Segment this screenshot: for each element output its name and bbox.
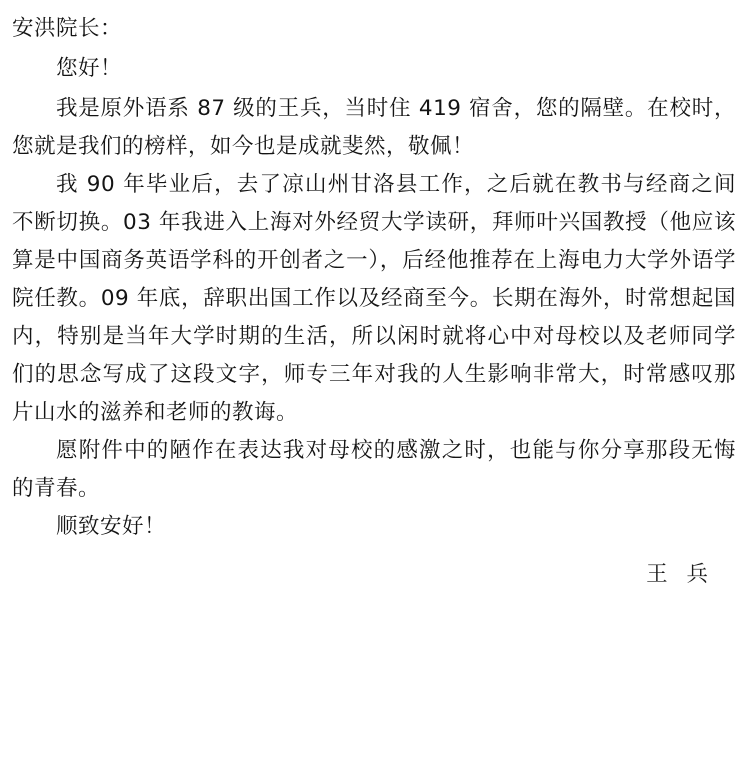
letter-paragraph-1: 我是原外语系 87 级的王兵，当时住 419 宿舍，您的隔壁。在校时，您就是我们的榜样，如今也是成就斐然，敬佩！ xyxy=(12,96,736,159)
letter-salutation: 安洪院长： xyxy=(12,16,123,41)
letter-paragraph-2: 我 90 年毕业后，去了凉山州甘洛县工作，之后就在教书与经商之间不断切换。03 年我进入上海对外经贸大学读研，拜师叶兴国教授（他应该算是中国商务英语学科的开创者之一），后经他推荐在上海电力大学外语学院任教。09 年底，辞职出国工作以及经商至今。长期在海外，时常想起国内，特别是当年大学时期的生活，所以闲时就将心中对母校以及老师同学们的思念写成了这段文字，师专三年对我的人生影响非常大，时常感叹那片山水的滋养和老师的教诲。 xyxy=(12,172,736,425)
letter-greeting: 您好！ xyxy=(56,56,123,81)
letter-signature: 王 兵 xyxy=(646,562,714,587)
letter-closing: 顺致安好！ xyxy=(56,514,167,539)
letter-paragraph-3: 愿附件中的陋作在表达我对母校的感激之时，也能与你分享那段无悔的青春。 xyxy=(12,438,736,501)
